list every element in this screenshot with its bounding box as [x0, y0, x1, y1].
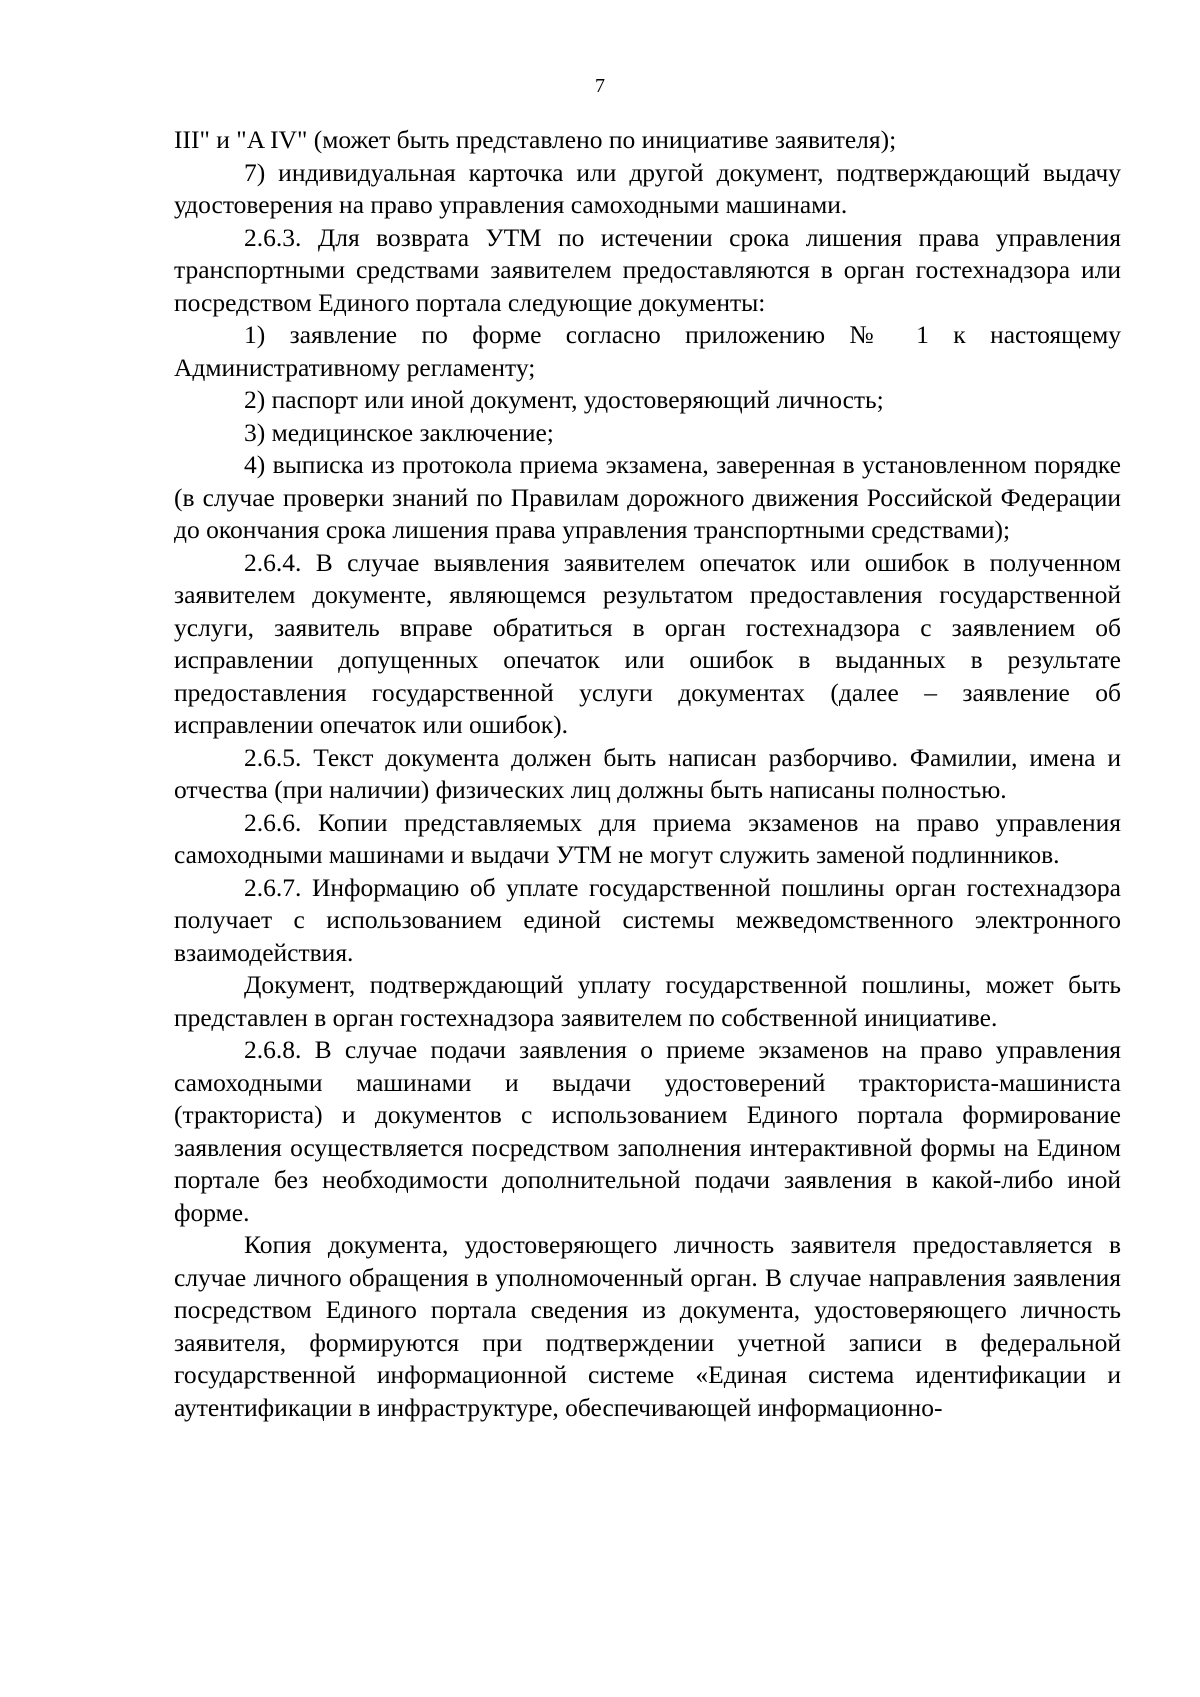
paragraph-section: 2.6.5. Текст документа должен быть написан разборчиво. Фамилии, имена и отчества (при наличии) физических лиц должны быть написаны полностью. — [174, 742, 1121, 804]
paragraph: Документ, подтверждающий уплату государственной пошлины, может быть представлен в орган гостехнадзора заявителем по собственной инициативе. — [174, 970, 1121, 1032]
paragraph-list-item: 1) заявление по форме согласно приложению № 1 к настоящему Административному регламенту; — [174, 320, 1121, 382]
paragraph-section: 2.6.7. Информацию об уплате государственной пошлины орган гостехнадзора получает с использованием единой системы межведомственного электронного взаимодействия. — [174, 872, 1121, 967]
paragraph: Копия документа, удостоверяющего личность заявителя предоставляется в случае личного обращения в уполномоченный орган. В случае направления заявления посредством Единого портала сведения из документа, удостоверяющего личность заявителя, формируются при подтверждении учетной записи в федеральной государственной информационной системе «Единая система идентификации и аутентификации в инфраструктуре, обеспечивающей информационно- — [174, 1230, 1121, 1422]
paragraph-section: 2.6.4. В случае выявления заявителем опечаток или ошибок в полученном заявителем документе, являющемся результатом предоставления государственной услуги, заявитель вправе обратиться в орган гостехнадзора с заявлением об исправлении допущенных опечаток или ошибок в выданных в результате предоставления государственной услуги документах (далее – заявление об исправлении опечаток или ошибок). — [174, 547, 1121, 739]
document-body — [174, 124, 1121, 1424]
paragraph: III" и "A IV" (может быть представлено по инициативе заявителя); — [174, 125, 897, 154]
paragraph-list-item: 2) паспорт или иной документ, удостоверяющий личность; — [244, 385, 884, 414]
paragraph-list-item: 4) выписка из протокола приема экзамена, заверенная в установленном порядке (в случае проверки знаний по Правилам дорожного движения Российской Федерации до окончания срока лишения права управления транспортными средствами); — [174, 450, 1121, 544]
paragraph-section: 2.6.6. Копии представляемых для приема экзаменов на право управления самоходными машинами и выдачи УТМ не могут служить заменой подлинников. — [174, 807, 1121, 869]
page-number: 7 — [595, 75, 605, 97]
paragraph-list-item: 3) медицинское заключение; — [244, 417, 554, 447]
paragraph-section: 2.6.3. Для возврата УТМ по истечении срока лишения права управления транспортными средствами заявителем предоставляются в орган гостехнадзора или посредством Единого портала следующие документы: — [174, 222, 1121, 317]
paragraph-section: 2.6.8. В случае подачи заявления о приеме экзаменов на право управления самоходными машинами и выдачи удостоверений тракториста-машиниста (тракториста) и документов с использованием Единого портала формирование заявления осуществляется посредством заполнения интерактивной формы на Едином портале без необходимости дополнительной подачи заявления в какой-либо иной форме. — [174, 1035, 1121, 1227]
paragraph-list-item: 7) индивидуальная карточка или другой документ, подтверждающий выдачу удостоверения на право управления самоходными машинами. — [174, 157, 1121, 219]
